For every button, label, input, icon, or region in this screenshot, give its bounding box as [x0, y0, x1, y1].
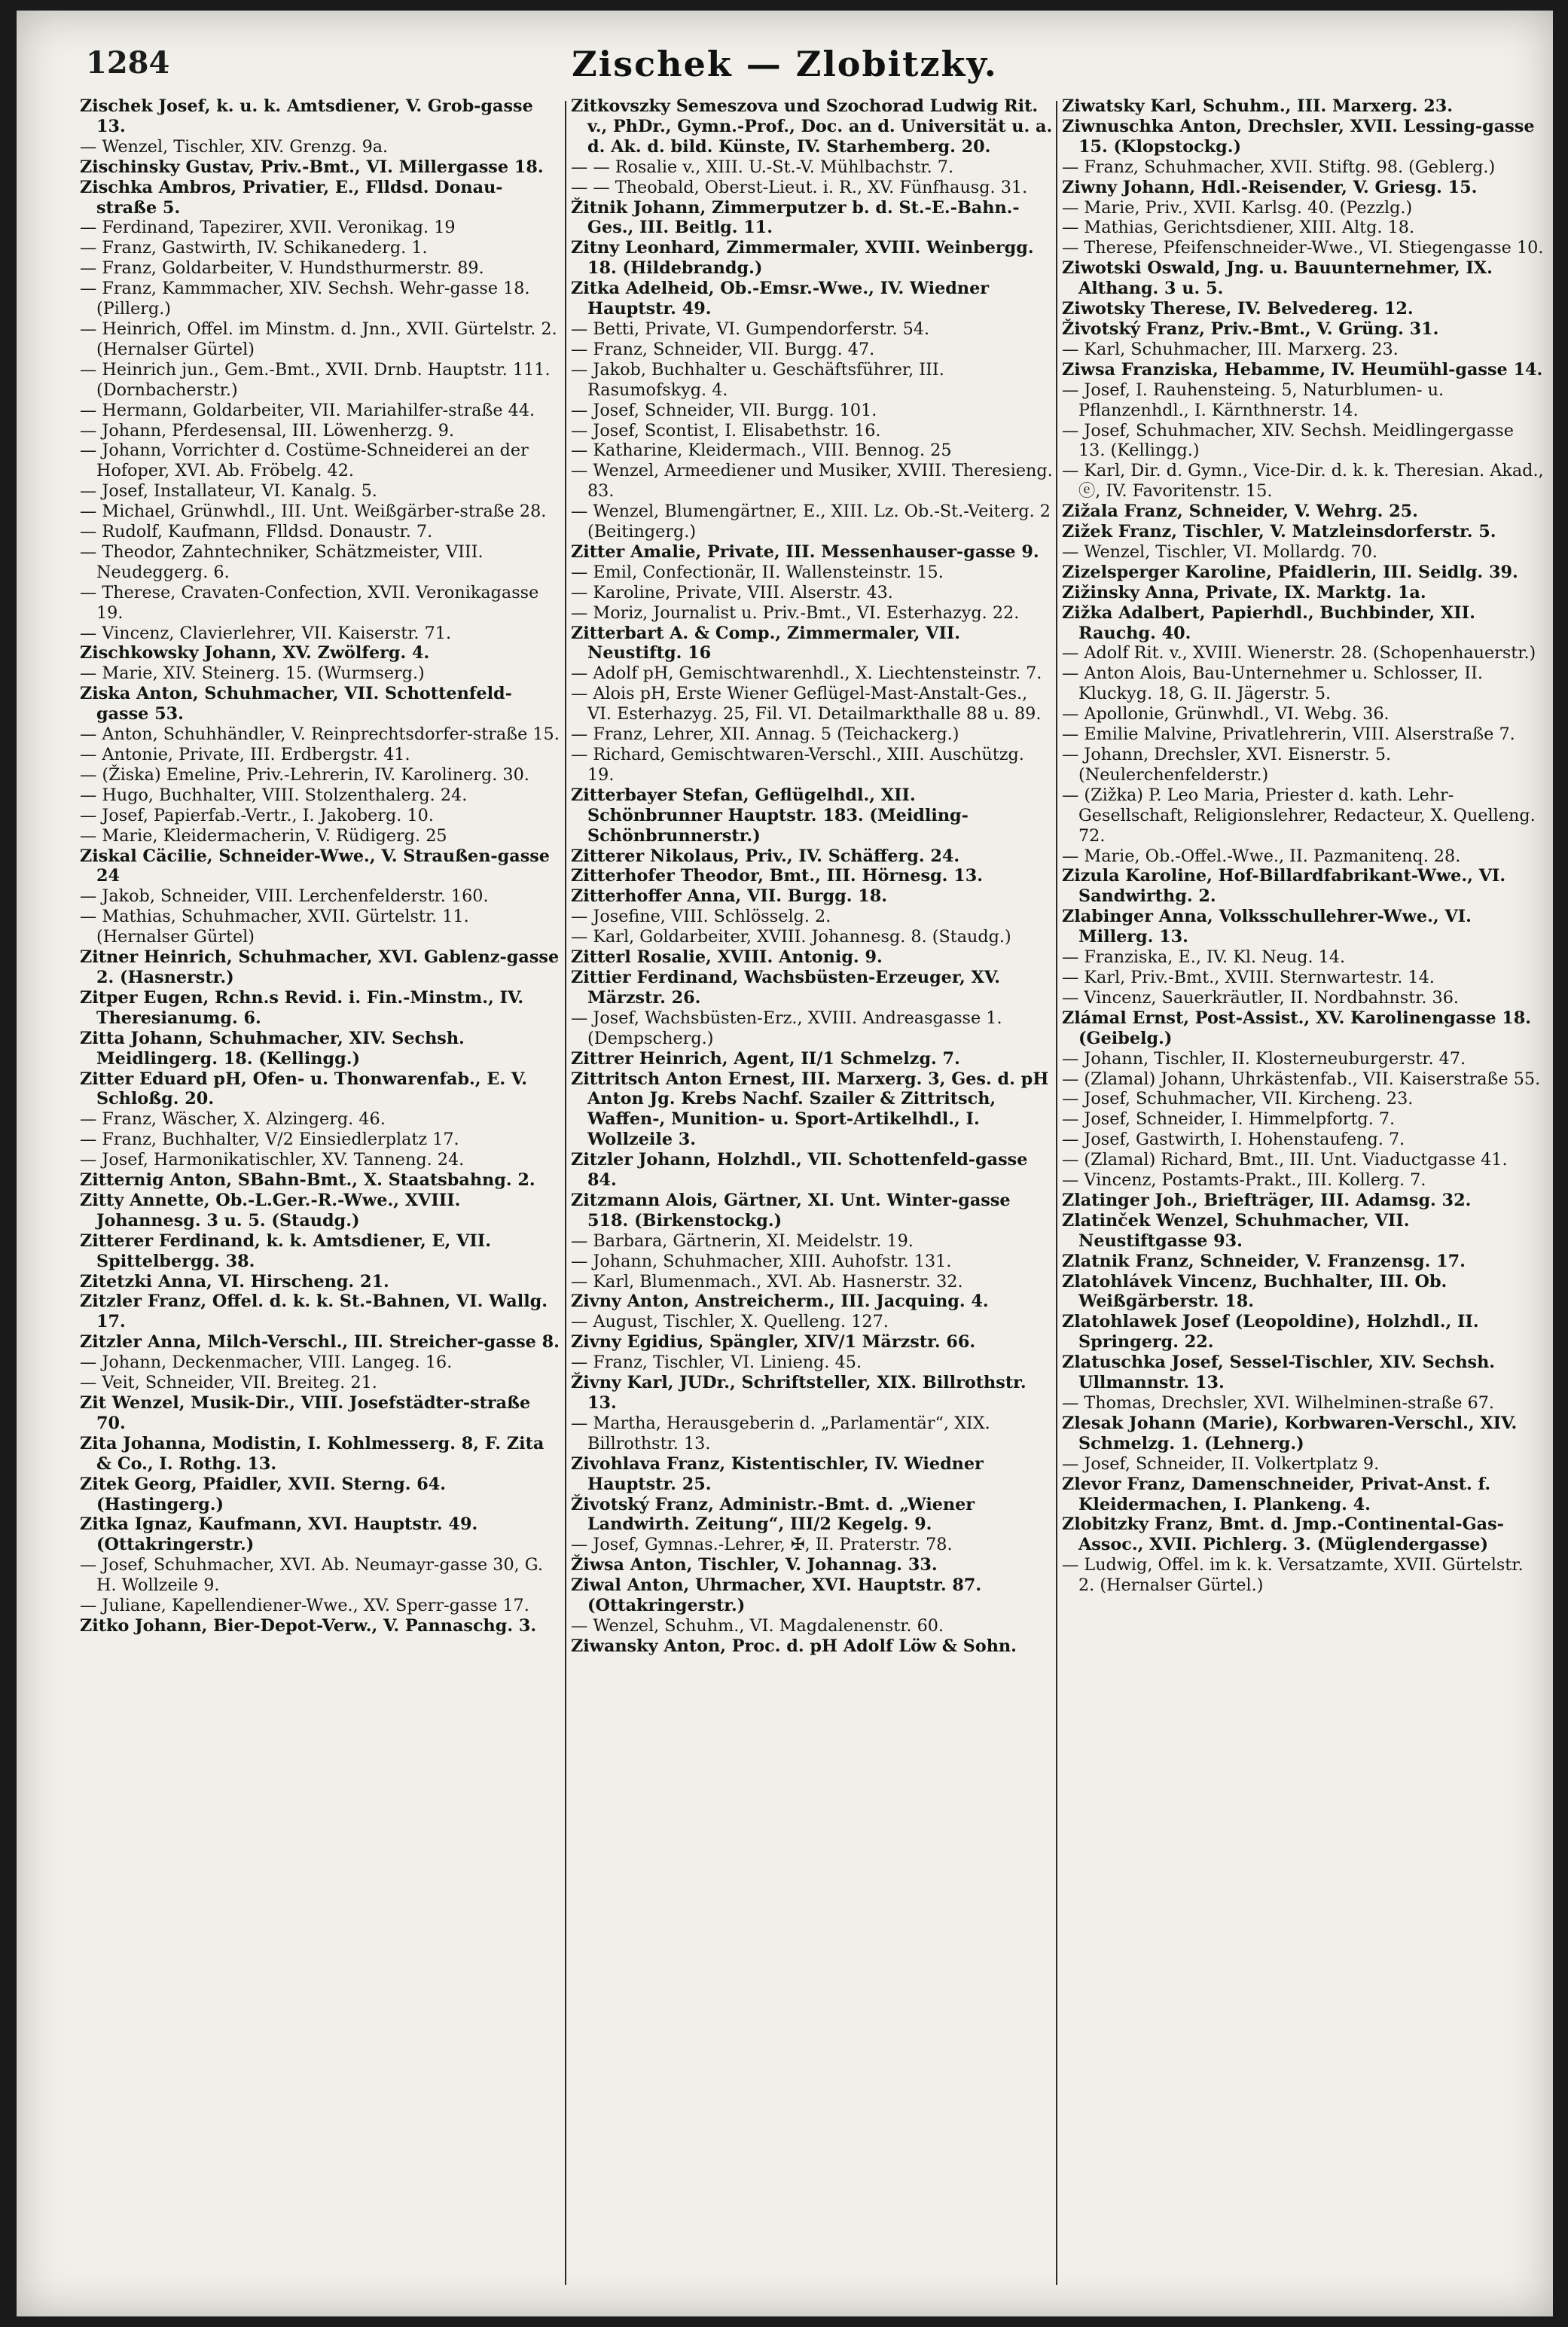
directory-entry: — Josef, Schuhmacher, XIV. Sechsh. Meidlingergasse 13. (Kellingg.)	[1062, 420, 1514, 461]
directory-entry: Zitterbart A. & Comp., Zimmermaler, VII. Neustiftg. 16	[571, 623, 961, 663]
directory-entry: Zittritsch Anton Ernest, III. Marxerg. 3, Ges. d. pH Anton Jg. Krebs Nachf. Szailer & Zittritsch, Waffen-, Munition- u. Sport-Artikelhdl., I. Wollzeile 3.	[571, 1069, 1049, 1150]
directory-entry: Zižala Franz, Schneider, V. Wehrg. 25.	[1062, 502, 1418, 522]
directory-entry: Zižinsky Anna, Private, IX. Marktg. 1a.	[1062, 582, 1426, 602]
directory-entry: — Vincenz, Postamts-Prakt., III. Kollerg. 7.	[1062, 1170, 1426, 1191]
directory-entry: — Mathias, Schuhmacher, XVII. Gürtelstr. 11. (Hernalser Gürtel)	[80, 907, 469, 947]
directory-entry: Zitterbayer Stefan, Geflügelhdl., XII. Schönbrunner Hauptstr. 183. (Meidling-Schönbrunnerstr.)	[571, 785, 969, 846]
directory-entry: — Josef, I. Rauhensteing. 5, Naturblumen- u. Pflanzenhdl., I. Kärnthnerstr. 14.	[1062, 380, 1444, 420]
directory-entry: — Josef, Scontist, I. Elisabethstr. 16.	[571, 420, 881, 441]
directory-entry: Zitzler Anna, Milch-Verschl., III. Streicher-gasse 8.	[80, 1332, 560, 1353]
directory-entry: — Barbara, Gärtnerin, XI. Meidelstr. 19.	[571, 1231, 914, 1251]
directory-entry: — Betti, Private, VI. Gumpendorferstr. 54.	[571, 319, 930, 339]
page-header	[17, 11, 1553, 101]
directory-entry: — Wenzel, Schuhm., VI. Magdalenenstr. 60.	[571, 1615, 944, 1636]
directory-entry: — Adolf Rit. v., XVIII. Wienerstr. 28. (Schopenhauerstr.)	[1062, 643, 1536, 663]
page-number: 1284	[86, 45, 170, 81]
directory-entry: — Marie, Kleidermacherin, V. Rüdigerg. 25	[80, 825, 447, 846]
directory-entry: Zizelsperger Karoline, Pfaidlerin, III. Seidlg. 39.	[1062, 562, 1518, 582]
directory-entry: — Thomas, Drechsler, XVI. Wilhelminen-straße 67.	[1062, 1393, 1494, 1413]
directory-entry: — Apollonie, Grünwhdl., VI. Webg. 36.	[1062, 704, 1390, 724]
directory-entry: Zitek Georg, Pfaidler, XVII. Sterng. 64. (Hastingerg.)	[80, 1474, 447, 1514]
directory-entry: — Anton Alois, Bau-Unternehmer u. Schlosser, II. Kluckyg. 18, G. II. Jägerstr. 5.	[1062, 663, 1484, 704]
directory-entry: — Jakob, Schneider, VIII. Lerchenfelderstr. 160.	[80, 886, 489, 907]
directory-entry: Zizula Karoline, Hof-Billardfabrikant-Wwe., VI. Sandwirthg. 2.	[1062, 866, 1506, 907]
directory-entry: — Michael, Grünwhdl., III. Unt. Weißgärber-straße 28.	[80, 502, 547, 522]
directory-entry: Živny Karl, JUDr., Schriftsteller, XIX. Billrothstr. 13.	[571, 1373, 1027, 1413]
directory-entry: — Franz, Wäscher, X. Alzingerg. 46.	[80, 1109, 386, 1130]
directory-entry: Zitty Annette, Ob.-L.Ger.-R.-Wwe., XVIII. Johannesg. 3 u. 5. (Staudg.)	[80, 1190, 461, 1231]
directory-entry: — Franz, Schuhmacher, XVII. Stiftg. 98. (Geblerg.)	[1062, 157, 1496, 177]
directory-entry: — Franz, Schneider, VII. Burgg. 47.	[571, 339, 875, 359]
directory-entry: Zitzmann Alois, Gärtner, XI. Unt. Winter-gasse 518. (Birkenstockg.)	[571, 1190, 1011, 1231]
running-title: Zischek — Zlobitzky.	[572, 44, 998, 84]
directory-entry: — Alois pH, Erste Wiener Geflügel-Mast-Anstalt-Ges., VI. Esterhazyg. 25, Fil. VI. Detailmarkthalle 88 u. 89.	[571, 684, 1042, 724]
directory-entry: Životský Franz, Administr.-Bmt. d. „Wiener Landwirth. Zeitung“, III/2 Kegelg. 9.	[571, 1494, 975, 1535]
directory-entry: Zitka Adelheid, Ob.-Emsr.-Wwe., IV. Wiedner Hauptstr. 49.	[571, 279, 990, 319]
directory-entry: — Johann, Vorrichter d. Costüme-Schneiderei an der Hofoper, XVI. Ab. Fröbelg. 42.	[80, 441, 529, 481]
directory-entry: Životský Franz, Priv.-Bmt., V. Grüng. 31.	[1062, 319, 1439, 339]
directory-entry: Zlatinger Joh., Briefträger, III. Adamsg. 32.	[1062, 1190, 1472, 1210]
directory-entry: Zittrer Heinrich, Agent, II/1 Schmelzg. 7.	[571, 1048, 960, 1069]
directory-entry: Ziwnuschka Anton, Drechsler, XVII. Lessing-gasse 15. (Klopstockg.)	[1062, 116, 1535, 157]
directory-entry: — Josef, Schneider, I. Himmelpfortg. 7.	[1062, 1109, 1396, 1130]
directory-entry: — — Theobald, Oberst-Lieut. i. R., XV. Fünfhausg. 31.	[571, 177, 1028, 197]
directory-entry: — Wenzel, Tischler, XIV. Grenzg. 9a.	[80, 136, 389, 157]
directory-entry: Zitter Amalie, Private, III. Messenhauser-gasse 9.	[571, 541, 1039, 562]
directory-entry: Ziska Anton, Schuhmacher, VII. Schottenfeld-gasse 53.	[80, 684, 512, 724]
directory-entry: — Johann, Drechsler, XVI. Eisnerstr. 5. (Neulerchenfelderstr.)	[1062, 745, 1392, 785]
directory-entry: — Therese, Cravaten-Confection, XVII. Veronikagasse 19.	[80, 582, 539, 623]
directory-entry: — Karl, Dir. d. Gymn., Vice-Dir. d. k. k. Theresian. Akad., ⓔ, IV. Favoritenstr. 15.	[1062, 461, 1544, 502]
column-1	[80, 96, 562, 2295]
directory-entry: — Franz, Buchhalter, V/2 Einsiedlerplatz 17.	[80, 1130, 459, 1150]
directory-entry: — Franz, Kammmacher, XIV. Sechsh. Wehr-gasse 18. (Pillerg.)	[80, 279, 530, 319]
directory-entry: — Franziska, E., IV. Kl. Neug. 14.	[1062, 947, 1346, 968]
directory-entry: Zlatohlávek Vincenz, Buchhalter, III. Ob. Weißgärberstr. 18.	[1062, 1271, 1448, 1312]
directory-entry: — Martha, Herausgeberin d. „Parlamentär“, XIX. Billrothstr. 13.	[571, 1413, 990, 1453]
directory-entry: — Theodor, Zahntechniker, Schätzmeister, VIII. Neudeggerg. 6.	[80, 541, 484, 582]
directory-entry: — Wenzel, Blumengärtner, E., XIII. Lz. Ob.-St.-Veiterg. 2 (Beitingerg.)	[571, 502, 1051, 542]
directory-entry: Zita Johanna, Modistin, I. Kohlmesserg. 8, F. Zita & Co., I. Rothg. 13.	[80, 1433, 545, 1474]
directory-entry: Ziwotsky Therese, IV. Belvedereg. 12.	[1062, 299, 1414, 319]
directory-entry: — Juliane, Kapellendiener-Wwe., XV. Sperr-gasse 17.	[80, 1596, 529, 1616]
directory-entry: — Anton, Schuhhändler, V. Reinprechtsdorfer-straße 15.	[80, 724, 560, 745]
directory-entry: — Marie, Priv., XVII. Karlsg. 40. (Pezzlg.)	[1062, 197, 1413, 218]
directory-entry: — (Zižka) P. Leo Maria, Priester d. kath. Lehr-Gesellschaft, Religionslehrer, Redacteur, X. Quelleng. 72.	[1062, 785, 1536, 846]
directory-entry: Zižka Adalbert, Papierhdl., Buchbinder, XII. Rauchg. 40.	[1062, 602, 1475, 643]
directory-entry: — Karl, Goldarbeiter, XVIII. Johannesg. 8. (Staudg.)	[571, 927, 1011, 947]
directory-entry: Ziwotski Oswald, Jng. u. Bauunternehmer, IX. Althang. 3 u. 5.	[1062, 258, 1493, 299]
directory-entry: Zitterhoffer Anna, VII. Burgg. 18.	[571, 886, 888, 907]
directory-entry: — Ferdinand, Tapezirer, XVII. Veronikag. 19	[80, 218, 456, 238]
directory-entry: Zitternig Anton, SBahn-Bmt., X. Staatsbahng. 2.	[80, 1170, 535, 1191]
directory-entry: — Emil, Confectionär, II. Wallensteinstr. 15.	[571, 562, 944, 582]
column-2	[571, 96, 1053, 2295]
directory-entry: — Karoline, Private, VIII. Alserstr. 43.	[571, 582, 893, 602]
directory-entry: Žitnik Johann, Zimmerputzer b. d. St.-E.-Bahn.-Ges., III. Beitlg. 11.	[571, 197, 1020, 238]
directory-entry: — Josef, Schneider, II. Volkertplatz 9.	[1062, 1453, 1380, 1474]
directory-entry: — Heinrich jun., Gem.-Bmt., XVII. Drnb. Hauptstr. 111. (Dornbacherstr.)	[80, 359, 551, 400]
directory-entry: Ziwny Johann, Hdl.-Reisender, V. Griesg. 15.	[1062, 177, 1478, 197]
directory-entry: — (Zlamal) Johann, Uhrkästenfab., VII. Kaiserstraße 55.	[1062, 1069, 1541, 1089]
directory-entry: Ziwsa Franziska, Hebamme, IV. Heumühl-gasse 14.	[1062, 359, 1543, 380]
directory-entry: Zitko Johann, Bier-Depot-Verw., V. Pannaschg. 3.	[80, 1615, 537, 1636]
directory-entry: — Karl, Schuhmacher, III. Marxerg. 23.	[1062, 339, 1399, 359]
directory-entry: — Johann, Schuhmacher, XIII. Auhofstr. 131.	[571, 1251, 952, 1271]
directory-entry: — Johann, Deckenmacher, VIII. Langeg. 16.	[80, 1353, 453, 1373]
directory-entry: — August, Tischler, X. Quelleng. 127.	[571, 1312, 889, 1332]
directory-entry: Zitny Leonhard, Zimmermaler, XVIII. Weinbergg. 18. (Hildebrandg.)	[571, 238, 1034, 279]
directory-entry: — Josefine, VIII. Schlösselg. 2.	[571, 907, 831, 927]
directory-entry: Zlatnik Franz, Schneider, V. Franzensg. 17.	[1062, 1251, 1466, 1271]
directory-entry: — Johann, Pferdesensal, III. Löwenherzg. 9.	[80, 420, 455, 441]
directory-entry: — Josef, Schneider, VII. Burgg. 101.	[571, 400, 877, 420]
directory-entry: — — Rosalie v., XIII. U.-St.-V. Mühlbachstr. 7.	[571, 157, 954, 177]
directory-entry: Zitzler Franz, Offel. d. k. k. St.-Bahnen, VI. Wallg. 17.	[80, 1292, 548, 1332]
directory-entry: Zitner Heinrich, Schuhmacher, XVI. Gablenz-gasse 2. (Hasnerstr.)	[80, 947, 560, 987]
directory-entry: Zit Wenzel, Musik-Dir., VIII. Josefstädter-straße 70.	[80, 1393, 531, 1433]
directory-entry: Zitter Eduard pH, Ofen- u. Thonwarenfab., E. V. Schloßg. 20.	[80, 1069, 528, 1109]
directory-entry: — Marie, XIV. Steinerg. 15. (Wurmserg.)	[80, 663, 425, 684]
directory-page	[17, 11, 1553, 2316]
directory-entry: — Franz, Goldarbeiter, V. Hundsthurmerstr. 89.	[80, 258, 484, 279]
directory-entry: Zlatohlawek Josef (Leopoldine), Holzhdl., II. Springerg. 22.	[1062, 1312, 1479, 1353]
directory-entry: Zitka Ignaz, Kaufmann, XVI. Hauptstr. 49. (Ottakringerstr.)	[80, 1514, 478, 1555]
directory-entry: — Richard, Gemischtwaren-Verschl., XIII. Auschützg. 19.	[571, 745, 1024, 785]
directory-entry: Zischkowsky Johann, XV. Zwölferg. 4.	[80, 643, 430, 663]
directory-entry: — Antonie, Private, III. Erdbergstr. 41.	[80, 745, 410, 764]
directory-entry: Zischek Josef, k. u. k. Amtsdiener, V. Grob-gasse 13.	[80, 96, 533, 136]
directory-entry: Zlámal Ernst, Post-Assist., XV. Karolinengasse 18. (Geibelg.)	[1062, 1008, 1532, 1048]
directory-entry: Zlevor Franz, Damenschneider, Privat-Anst. f. Kleidermachen, I. Plankeng. 4.	[1062, 1474, 1491, 1514]
directory-entry: Zittier Ferdinand, Wachsbüsten-Erzeuger, XV. Märzstr. 26.	[571, 967, 1000, 1008]
directory-entry: Zischinsky Gustav, Priv.-Bmt., VI. Millergasse 18.	[80, 157, 544, 177]
directory-entry: Ziwatsky Karl, Schuhm., III. Marxerg. 23.	[1062, 96, 1453, 116]
directory-entry: — Josef, Harmonikatischler, XV. Tanneng. 24.	[80, 1150, 465, 1170]
directory-entry: — Mathias, Gerichtsdiener, XIII. Altg. 18.	[1062, 218, 1415, 238]
directory-entry: — Johann, Tischler, II. Klosterneuburgerstr. 47.	[1062, 1048, 1466, 1069]
directory-entry: — (Žiska) Emeline, Priv.-Lehrerin, IV. Karolinerg. 30.	[80, 764, 529, 785]
directory-entry: — Josef, Installateur, VI. Kanalg. 5.	[80, 481, 377, 502]
directory-entry: Zitterer Nikolaus, Priv., IV. Schäfferg. 24.	[571, 846, 960, 866]
directory-entry: — Franz, Gastwirth, IV. Schikanederg. 1.	[80, 238, 428, 258]
directory-entry: Zitzler Johann, Holzhdl., VII. Schottenfeld-gasse 84.	[571, 1150, 1028, 1191]
directory-entry: — Josef, Schuhmacher, XVI. Ab. Neumayr-gasse 30, G. H. Wollzeile 9.	[80, 1555, 543, 1596]
directory-entry: Zitterl Rosalie, XVIII. Antonig. 9.	[571, 947, 883, 968]
column-divider	[565, 101, 566, 2285]
directory-entry: — Karl, Blumenmach., XVI. Ab. Hasnerstr. 32.	[571, 1271, 963, 1292]
directory-entry: — (Zlamal) Richard, Bmt., III. Unt. Viaductgasse 41.	[1062, 1150, 1508, 1170]
directory-entry: — Katharine, Kleidermach., VIII. Bennog. 25	[571, 441, 952, 461]
directory-entry: — Adolf pH, Gemischtwarenhdl., X. Liechtensteinstr. 7.	[571, 663, 1042, 684]
directory-entry: Zivohlava Franz, Kistentischler, IV. Wiedner Hauptstr. 25.	[571, 1453, 984, 1494]
directory-entry: — Wenzel, Armeediener und Musiker, XVIII. Theresieng. 83.	[571, 461, 1053, 502]
directory-entry: — Emilie Malvine, Privatlehrerin, VIII. Alserstraße 7.	[1062, 724, 1515, 745]
directory-entry: — Franz, Lehrer, XII. Annag. 5 (Teichackerg.)	[571, 724, 959, 745]
directory-entry: — Josef, Wachsbüsten-Erz., XVIII. Andreasgasse 1. (Dempscherg.)	[571, 1008, 1002, 1048]
directory-entry: — Franz, Tischler, VI. Linieng. 45.	[571, 1353, 862, 1373]
directory-entry: — Ludwig, Offel. im k. k. Versatzamte, XVII. Gürtelstr. 2. (Hernalser Gürtel.)	[1062, 1555, 1524, 1596]
directory-entry: — Veit, Schneider, VII. Breiteg. 21.	[80, 1373, 377, 1393]
directory-entry: — Heinrich, Offel. im Minstm. d. Jnn., XVII. Gürtelstr. 2. (Hernalser Gürtel)	[80, 319, 557, 359]
directory-entry: Zitterhofer Theodor, Bmt., III. Hörnesg. 13.	[571, 866, 984, 886]
directory-entry: — Vincenz, Clavierlehrer, VII. Kaiserstr. 71.	[80, 623, 452, 643]
directory-entry: — Wenzel, Tischler, VI. Mollardg. 70.	[1062, 541, 1378, 562]
directory-entry: Zitetzki Anna, VI. Hirscheng. 21.	[80, 1271, 389, 1292]
directory-entry: Zivny Anton, Anstreicherm., III. Jacquing. 4.	[571, 1292, 989, 1312]
directory-entry: Zitterer Ferdinand, k. k. Amtsdiener, E, VII. Spittelbergg. 38.	[80, 1231, 491, 1271]
directory-entry: — Josef, Gymnas.-Lehrer, ✠, II. Praterstr. 78.	[571, 1535, 953, 1555]
column-3	[1062, 96, 1544, 2295]
directory-entry: Zlobitzky Franz, Bmt. d. Jmp.-Continental-Gas-Assoc., XVII. Pichlerg. 3. (Müglendergasse)	[1062, 1514, 1504, 1555]
directory-entry: — Rudolf, Kaufmann, Flldsd. Donaustr. 7.	[80, 522, 433, 542]
directory-entry: — Therese, Pfeifenschneider-Wwe., VI. Stiegengasse 10.	[1062, 238, 1544, 258]
directory-entry: Zlatinček Wenzel, Schuhmacher, VII. Neustiftgasse 93.	[1062, 1210, 1410, 1251]
directory-entry: — Jakob, Buchhalter u. Geschäftsführer, III. Rasumofskyg. 4.	[571, 359, 944, 400]
directory-entry: Zivny Egidius, Spängler, XIV/1 Märzstr. 66.	[571, 1332, 976, 1353]
directory-entry: — Marie, Ob.-Offel.-Wwe., II. Pazmanitenq. 28.	[1062, 846, 1461, 866]
directory-entry: Zlatuschka Josef, Sessel-Tischler, XIV. Sechsh. Ullmannstr. 13.	[1062, 1353, 1496, 1393]
directory-entry: Zitper Eugen, Rchn.s Revid. i. Fin.-Minstm., IV. Theresianumg. 6.	[80, 987, 524, 1028]
directory-entry: — Karl, Priv.-Bmt., XVIII. Sternwartestr. 14.	[1062, 967, 1435, 987]
directory-entry: Zlabinger Anna, Volksschullehrer-Wwe., VI. Millerg. 13.	[1062, 907, 1472, 947]
directory-entry: Zitkovszky Semeszova und Szochorad Ludwig Rit. v., PhDr., Gymn.-Prof., Doc. an d. Universität u. a. d. Ak. d. bild. Künste, IV. Starhemberg. 20.	[571, 96, 1053, 157]
directory-entry: — Hermann, Goldarbeiter, VII. Mariahilfer-straße 44.	[80, 400, 535, 420]
directory-entry: Zischka Ambros, Privatier, E., Flldsd. Donau-straße 5.	[80, 177, 503, 218]
directory-entry: — Moriz, Journalist u. Priv.-Bmt., VI. Esterhazyg. 22.	[571, 602, 1020, 623]
directory-entry: Zižek Franz, Tischler, V. Matzleinsdorferstr. 5.	[1062, 522, 1496, 542]
directory-entry: Ziwal Anton, Uhrmacher, XVI. Hauptstr. 87. (Ottakringerstr.)	[571, 1575, 982, 1616]
directory-entry: — Josef, Papierfab.-Vertr., I. Jakoberg. 10.	[80, 805, 434, 825]
directory-entry: — Vincenz, Sauerkräutler, II. Nordbahnstr. 36.	[1062, 987, 1460, 1008]
directory-entry: Ziwansky Anton, Proc. d. pH Adolf Löw & Sohn.	[571, 1636, 1017, 1656]
directory-entry: — Josef, Gastwirth, I. Hohenstaufeng. 7.	[1062, 1130, 1405, 1150]
directory-entry: Zlesak Johann (Marie), Korbwaren-Verschl., XIV. Schmelzg. 1. (Lehnerg.)	[1062, 1413, 1518, 1453]
directory-entry: Zitta Johann, Schuhmacher, XIV. Sechsh. Meidlingerg. 18. (Kellingg.)	[80, 1028, 465, 1069]
directory-entry: Žiwsa Anton, Tischler, V. Johannag. 33.	[571, 1555, 938, 1575]
directory-entry: — Hugo, Buchhalter, VIII. Stolzenthalerg. 24.	[80, 785, 468, 805]
column-divider	[1056, 101, 1057, 2285]
directory-entry: — Josef, Schuhmacher, VII. Kircheng. 23.	[1062, 1089, 1414, 1109]
directory-entry: Ziskal Cäcilie, Schneider-Wwe., V. Straußen-gasse 24	[80, 846, 550, 886]
